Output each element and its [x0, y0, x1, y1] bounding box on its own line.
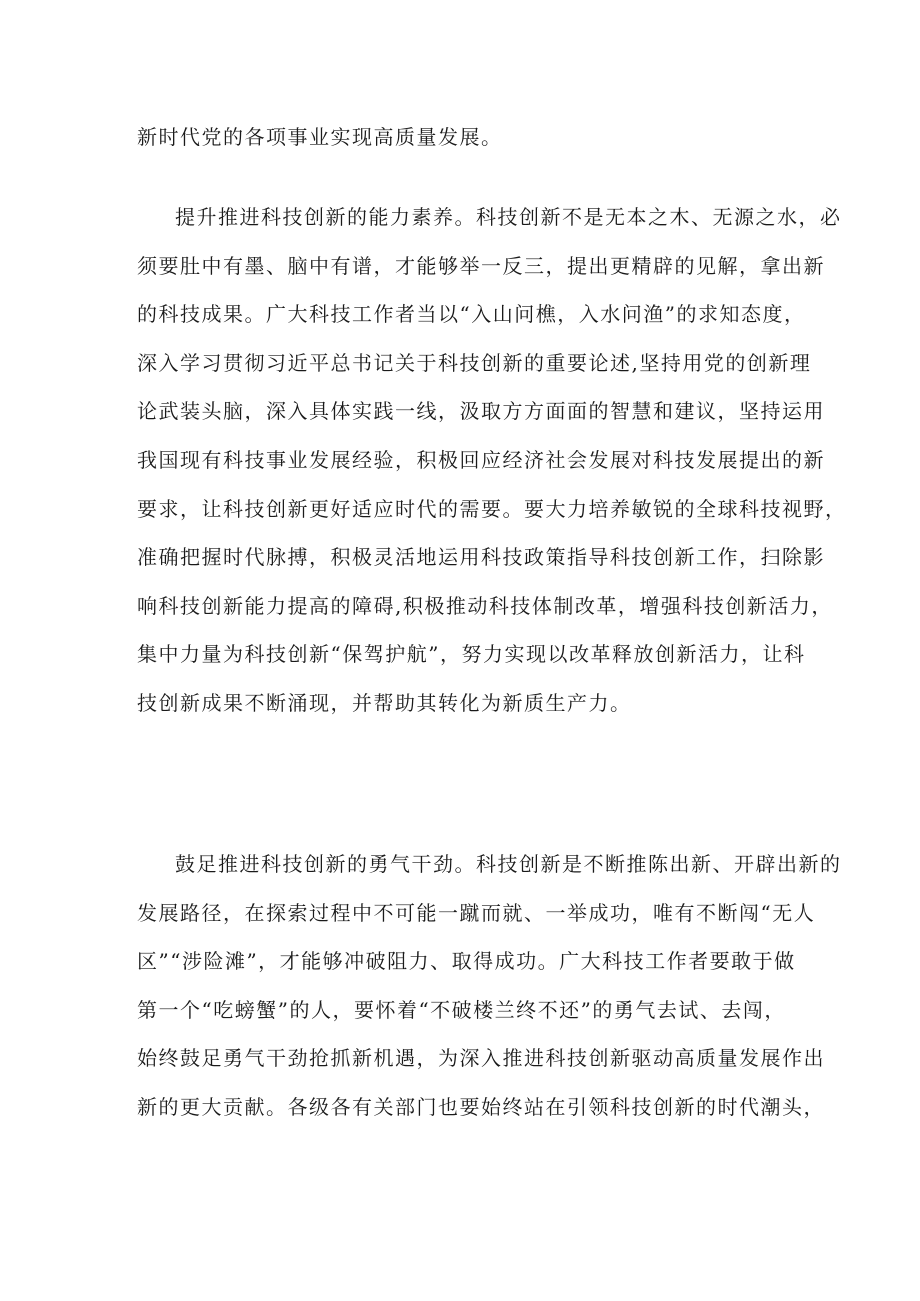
text-line: 新时代党的各项事业实现高质量发展。 [137, 125, 503, 149]
text-line: 要求，让科技创新更好适应时代的需要。要大力培养敏锐的全球科技视野， [137, 496, 847, 521]
text-line: 的科技成果。广大科技工作者当以“入山问樵，入水问渔”的求知态度， [137, 302, 806, 327]
text-line: 我国现有科技事业发展经验，积极回应经济社会发展对科技发展提出的新 [137, 448, 825, 472]
text-line: 技创新成果不断涌现，并帮助其转化为新质生产力。 [137, 691, 632, 715]
text-line: 区”“涉险滩”，才能够冲破阻力、取得成功。广大科技工作者要敢于做 [137, 949, 796, 974]
text-line: 始终鼓足勇气干劲抢抓新机遇，为深入推进科技创新驱动高质量发展作出 [137, 1046, 825, 1071]
text-line: 提升推进科技创新的能力素养。科技创新不是无本之木、无源之水，必 [175, 205, 842, 229]
text-line: 准确把握时代脉搏，积极灵活地运用科技政策指导科技创新工作，扫除影 [137, 545, 825, 570]
text-line: 集中力量为科技创新“保驾护航”，努力实现以改革释放创新活力，让科 [137, 642, 806, 667]
text-line: 新的更大贡献。各级各有关部门也要始终站在引领科技创新的时代潮头， [137, 1095, 825, 1119]
text-line: 发展路径，在探索过程中不可能一蹴而就、一举成功，唯有不断闯“无人 [137, 900, 816, 925]
text-line: 论武装头脑，深入具体实践一线，汲取方方面面的智慧和建议，坚持运用 [137, 399, 825, 424]
text-line: 须要肚中有墨、脑中有谱，才能够举一反三，提出更精辟的见解，拿出新 [137, 253, 825, 278]
text-line: 鼓足推进科技创新的勇气干劲。科技创新是不断推陈出新、开辟出新的 [175, 852, 842, 876]
text-line: 第一个“吃螃蟹”的人，要怀着“不破楼兰终不还”的勇气去试、去闯， [137, 997, 786, 1022]
text-line: 响科技创新能力提高的障碍,积极推动科技体制改革，增强科技创新活力， [137, 593, 833, 618]
text-line: 深入学习贯彻习近平总书记关于科技创新的重要论述,坚持用党的创新理 [137, 350, 812, 375]
